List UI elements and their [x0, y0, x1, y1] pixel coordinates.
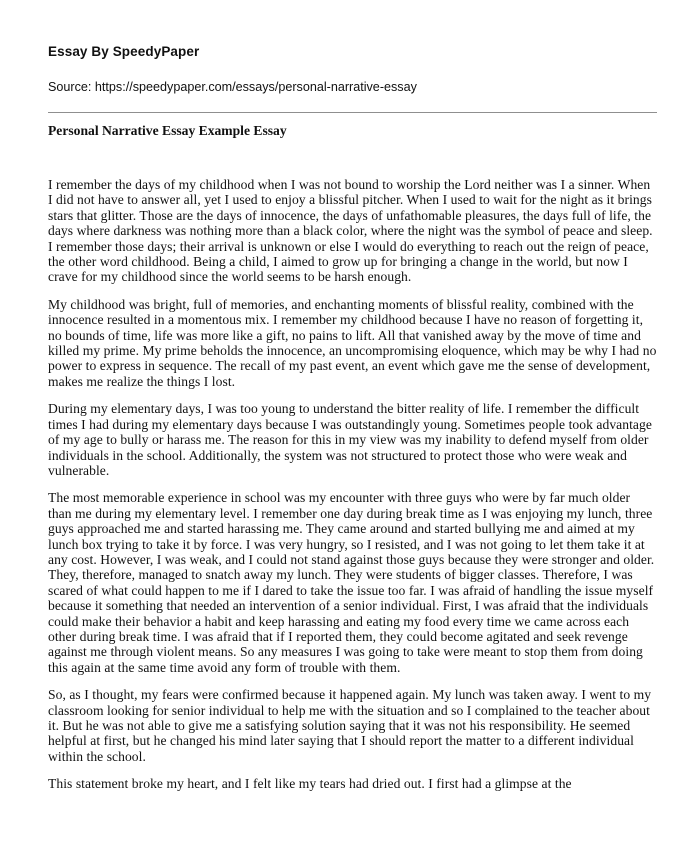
essay-by-heading: Essay By SpeedyPaper	[48, 44, 200, 59]
paragraph-6: This statement broke my heart, and I felt like my tears had dried out. I first had a glimpse at the	[48, 776, 572, 792]
essay-title: Personal Narrative Essay Example Essay	[48, 123, 287, 138]
source-url[interactable]: https://speedypaper.com/essays/personal-narrative-essay	[94, 80, 417, 94]
paragraph-2: My childhood was bright, full of memories, and enchanting moments of blissful reality, combined with the innocence resulted in a momentous mix. I remember my childhood because I have no reason of forgetting it, no bounds of time, life was more like a gift, no pains to lift. All that vanished away by the move of time and killed my prime. My prime beholds the innocence, an uncompromising eloquence, which may be why I had no power to express in sequence. The recall of my past event, an event which gave me the sense of development, makes me realize the things I lost.	[48, 296, 657, 389]
source-line	[48, 80, 657, 94]
paragraph-1: I remember the days of my childhood when I was not bound to worship the Lord neither was I a sinner. When I did not have to answer all, yet I used to enjoy a blissful pitcher. When I used to wait for the night as it brings stars that glitter. Those are the days of innocence, the days of unfathomable pleasures, the days full of life, the days where darkness was nothing more than a black color, where the night was the symbol of peace and sleep. I remember those days; their arrival is unknown or else I would do everything to reach out the reign of peace, the other word childhood. Being a child, I aimed to grow up for bringing a change in the world, but now I crave for my childhood since the world seems to be harsh enough.	[48, 177, 653, 285]
source-label: Source:	[48, 80, 92, 94]
paragraph-4: The most memorable experience in school was my encounter with three guys who were by far much older than me during my elementary level. I remember one day during break time as I was enjoying my lunch, three guys approached me and started harassing me. They came around and started bullying me and aimed at my lunch box trying to take it by force. I was very hungry, so I resisted, and I was not going to let them take it at any cost. However, I was weak, and I could not stand against those guys because they were stronger and older. They, therefore, managed to snatch away my lunch. They were students of bigger classes. Therefore, I was scared of what could happen to me if I dared to take the issue too far. I was afraid of handling the issue myself because it something that needed an intervention of a senior individual. First, I was afraid that the individuals could make their behavior a habit and keep harassing and eating my food every time we came across each other during break time. I was afraid that if I reported them, they could become agitated and seek revenge against me through violent means. So any measures I was going to take were meant to stop them from doing this again at the same time avoid any form of trouble with them.	[48, 490, 655, 675]
paragraph-3: During my elementary days, I was too young to understand the bitter reality of life. I remember the difficult times I had during my elementary days because I was outstandingly young. Sometimes people took advantage of my age to bully or harass me. The reason for this in my view was my inability to defend myself from older individuals in the school. Additionally, the system was not structured to protect those who were weak and vulnerable.	[48, 401, 652, 478]
paragraph-5: So, as I thought, my fears were confirmed because it happened again. My lunch was taken away. I went to my classroom looking for senior individual to help me with the situation and so I complained to the teacher about it. But he was not able to give me a satisfying solution saying that it was not his responsibility. He seemed helpful at first, but he changed his mind later saying that I should report the matter to a different individual within the school.	[48, 687, 652, 764]
header-divider	[48, 112, 657, 113]
